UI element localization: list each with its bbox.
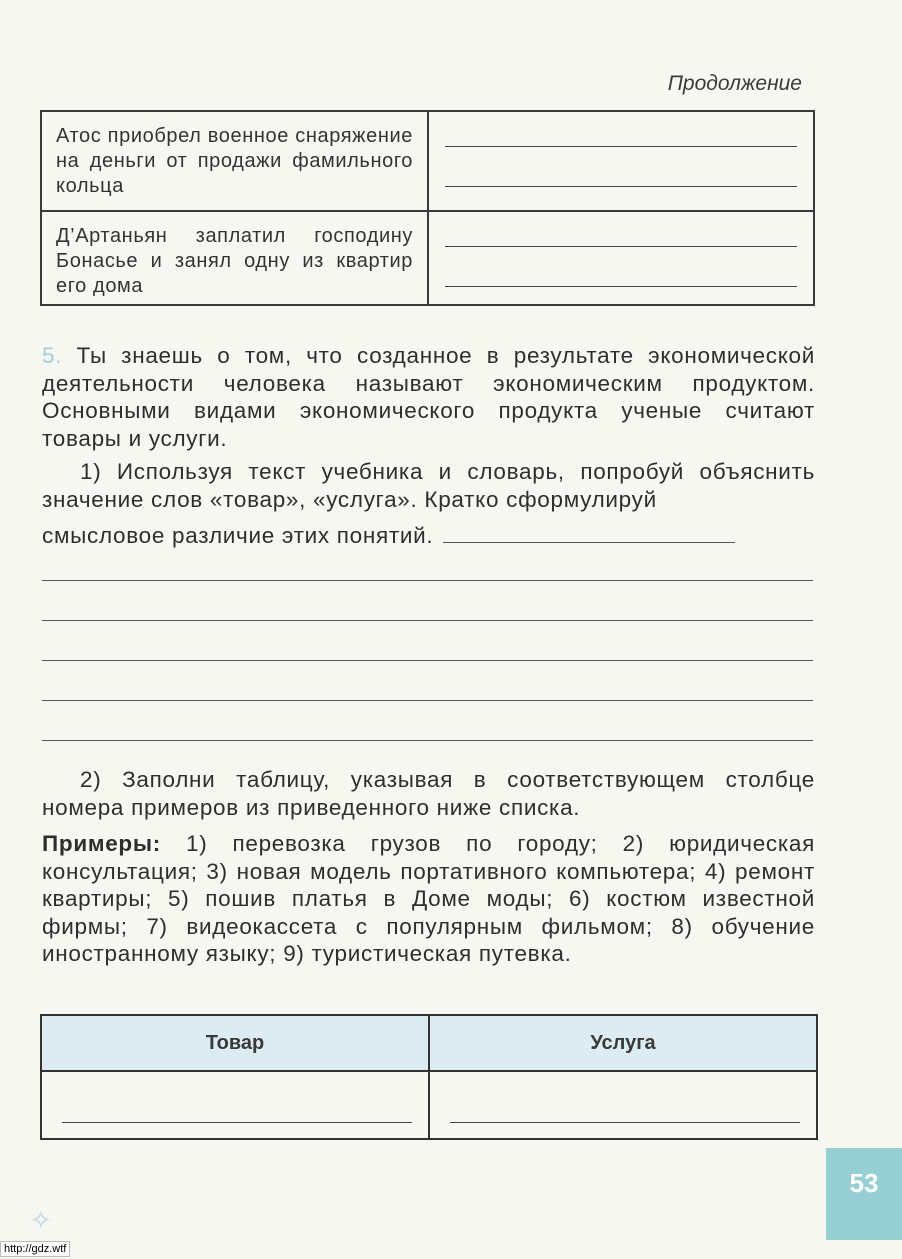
answer-line[interactable] bbox=[445, 186, 797, 187]
task-number: 5. bbox=[42, 343, 63, 368]
services-answer-cell[interactable] bbox=[428, 1072, 816, 1140]
decoration-icon: ✧ bbox=[30, 1205, 52, 1235]
page-number: 53 bbox=[826, 1148, 902, 1240]
answer-line[interactable] bbox=[445, 146, 797, 147]
table-row bbox=[42, 210, 813, 304]
goods-services-table bbox=[40, 1014, 818, 1140]
row-text: Атос приобрел военное снаряжение на деньги от продажи фамильного кольца bbox=[42, 112, 429, 210]
examples-block bbox=[42, 830, 815, 968]
table-body bbox=[42, 1072, 816, 1140]
task5-intro-text: Ты знаешь о том, что созданное в результате экономической деятельности человека называют экономическим продуктом. Основными видами экономического продукта ученые считают товары и услуги. bbox=[42, 343, 815, 451]
task5-part1-end bbox=[42, 522, 815, 550]
answer-line[interactable] bbox=[42, 580, 813, 581]
answer-line[interactable] bbox=[450, 1122, 800, 1123]
row-text: Д’Артаньян заплатил господину Бонасье и занял одну из квартир его дома bbox=[42, 212, 429, 304]
answer-line[interactable] bbox=[42, 620, 813, 621]
watermark-url: http://gdz.wtf bbox=[0, 1241, 70, 1257]
answer-line[interactable] bbox=[445, 246, 797, 247]
continuation-label: Продолжение bbox=[667, 72, 802, 95]
task5-part2: 2) Заполни таблицу, указывая в соответствующем столбце номера примеров из приведенного ниже списка. bbox=[42, 767, 815, 820]
examples-text: 1) перевозка грузов по городу; 2) юридическая консультация; 3) новая модель портативного компьютера; 4) ремонт квартиры; 5) пошив платья в Доме моды; 6) костюм известной фирмы; 7) видеокассета с популярным фильмом; 8) обучение иностранному языку; 9) туристическая путевка. bbox=[42, 831, 816, 966]
task5-part1: 1) Используя текст учебника и словарь, попробуй объяснить значение слов «товар», «услуга». Кратко сформулируй bbox=[42, 459, 815, 512]
top-table bbox=[40, 110, 815, 306]
table-row bbox=[42, 112, 813, 210]
answer-cell[interactable] bbox=[429, 112, 813, 210]
answer-line[interactable] bbox=[62, 1122, 412, 1123]
column-goods: Товар bbox=[205, 1031, 265, 1054]
column-services: Услуга bbox=[428, 1016, 816, 1070]
table-header bbox=[42, 1016, 816, 1072]
task5-part1-end-text: смысловое различие этих понятий. bbox=[42, 523, 434, 548]
task5-intro bbox=[42, 342, 815, 452]
goods-answer-cell[interactable] bbox=[42, 1072, 428, 1140]
answer-line[interactable] bbox=[42, 660, 813, 661]
answer-line[interactable] bbox=[443, 542, 735, 543]
answer-line[interactable] bbox=[42, 740, 813, 741]
answer-line[interactable] bbox=[445, 286, 797, 287]
answer-line[interactable] bbox=[42, 700, 813, 701]
examples-label: Примеры: bbox=[42, 831, 161, 856]
answer-cell[interactable] bbox=[429, 212, 813, 304]
